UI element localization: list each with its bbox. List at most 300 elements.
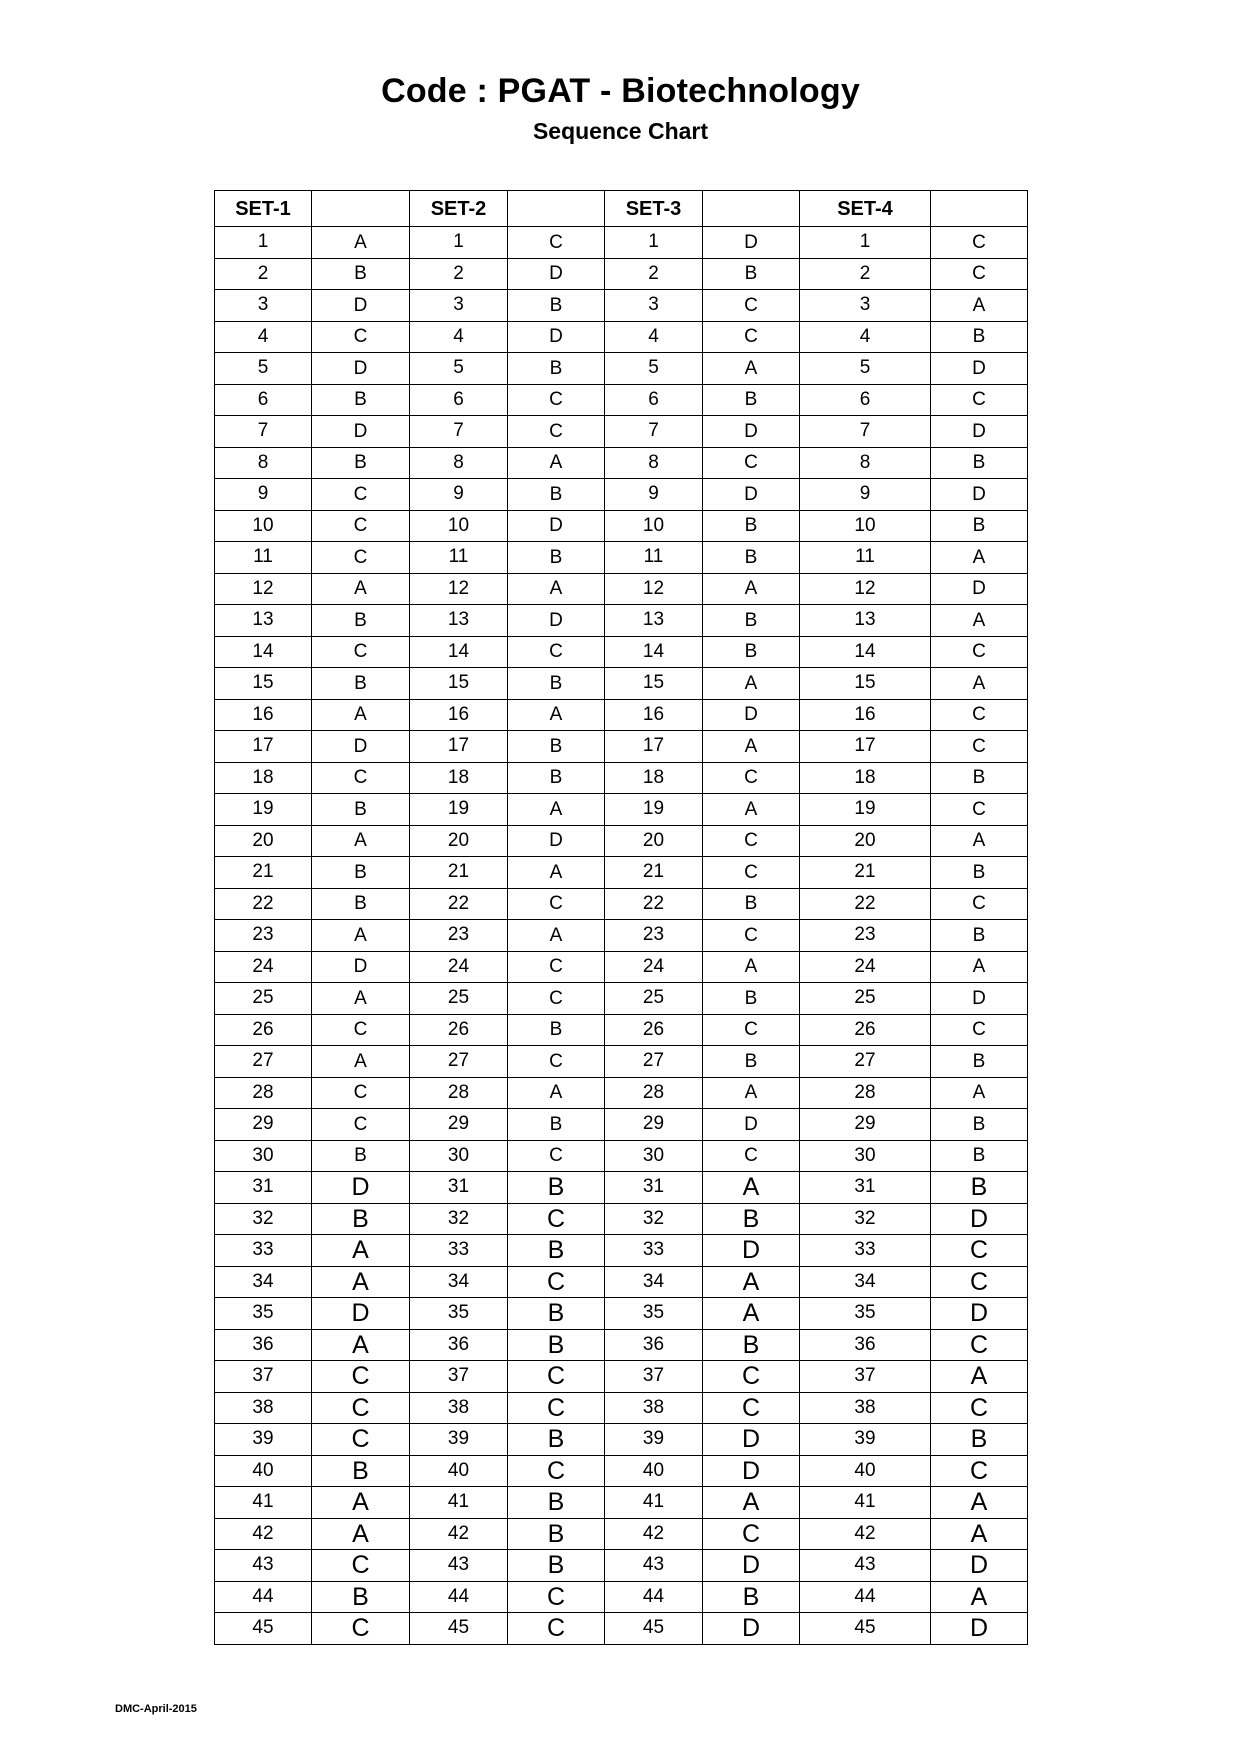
answer-cell: D: [931, 353, 1028, 385]
question-number-cell: 42: [605, 1518, 703, 1550]
answer-cell: A: [312, 573, 410, 605]
answer-cell: C: [508, 1266, 605, 1298]
answer-cell: B: [508, 1109, 605, 1141]
question-number-cell: 35: [410, 1298, 508, 1330]
answer-cell: C: [312, 510, 410, 542]
question-number-cell: 17: [605, 731, 703, 763]
question-number-cell: 32: [605, 1203, 703, 1235]
table-row: [215, 1203, 1028, 1235]
table-row: [215, 605, 1028, 637]
table-row: [215, 762, 1028, 794]
question-number-cell: 4: [800, 321, 931, 353]
question-number-cell: 17: [215, 731, 312, 763]
question-number-cell: 30: [605, 1140, 703, 1172]
question-number-cell: 15: [605, 668, 703, 700]
table-row: [215, 384, 1028, 416]
answer-cell: B: [703, 1046, 800, 1078]
table-row: [215, 1077, 1028, 1109]
question-number-cell: 29: [800, 1109, 931, 1141]
answer-cell: B: [703, 605, 800, 637]
question-number-cell: 4: [215, 321, 312, 353]
question-number-cell: 34: [800, 1266, 931, 1298]
answer-cell: B: [703, 510, 800, 542]
question-number-cell: 5: [215, 353, 312, 385]
question-number-cell: 6: [605, 384, 703, 416]
question-number-cell: 10: [215, 510, 312, 542]
question-number-cell: 39: [410, 1424, 508, 1456]
question-number-cell: 26: [605, 1014, 703, 1046]
question-number-cell: 20: [410, 825, 508, 857]
table-row: [215, 1046, 1028, 1078]
question-number-cell: 5: [800, 353, 931, 385]
question-number-cell: 29: [215, 1109, 312, 1141]
answer-cell: C: [703, 290, 800, 322]
question-number-cell: 31: [410, 1172, 508, 1204]
sequence-chart-table: [214, 190, 1028, 1645]
question-number-cell: 40: [215, 1455, 312, 1487]
header-set-1: SET-1: [215, 191, 312, 227]
answer-cell: C: [508, 416, 605, 448]
answer-cell: B: [508, 1298, 605, 1330]
answer-cell: B: [931, 1172, 1028, 1204]
question-number-cell: 37: [800, 1361, 931, 1393]
answer-cell: D: [312, 1172, 410, 1204]
answer-cell: A: [931, 668, 1028, 700]
question-number-cell: 19: [215, 794, 312, 826]
question-number-cell: 39: [215, 1424, 312, 1456]
answer-cell: B: [931, 1046, 1028, 1078]
answer-cell: B: [703, 636, 800, 668]
question-number-cell: 22: [215, 888, 312, 920]
question-number-cell: 43: [605, 1550, 703, 1582]
question-number-cell: 7: [410, 416, 508, 448]
question-number-cell: 38: [215, 1392, 312, 1424]
answer-cell: A: [703, 1077, 800, 1109]
answer-cell: B: [312, 447, 410, 479]
question-number-cell: 31: [800, 1172, 931, 1204]
answer-cell: C: [931, 888, 1028, 920]
question-number-cell: 17: [800, 731, 931, 763]
table-row: [215, 1550, 1028, 1582]
page-title: Code : PGAT - Biotechnology: [381, 72, 860, 110]
question-number-cell: 24: [410, 951, 508, 983]
header-set-3: SET-3: [605, 191, 703, 227]
question-number-cell: 15: [215, 668, 312, 700]
question-number-cell: 26: [410, 1014, 508, 1046]
answer-cell: B: [508, 731, 605, 763]
question-number-cell: 23: [410, 920, 508, 952]
question-number-cell: 32: [410, 1203, 508, 1235]
answer-cell: A: [703, 951, 800, 983]
question-number-cell: 20: [215, 825, 312, 857]
answer-cell: C: [508, 1613, 605, 1645]
question-number-cell: 40: [410, 1455, 508, 1487]
answer-cell: D: [703, 1109, 800, 1141]
table-row: [215, 951, 1028, 983]
answer-cell: C: [312, 1109, 410, 1141]
table-row: [215, 447, 1028, 479]
question-number-cell: 39: [605, 1424, 703, 1456]
answer-cell: A: [508, 920, 605, 952]
question-number-cell: 30: [800, 1140, 931, 1172]
question-number-cell: 2: [605, 258, 703, 290]
answer-cell: B: [508, 1424, 605, 1456]
answer-cell: C: [931, 1329, 1028, 1361]
question-number-cell: 27: [215, 1046, 312, 1078]
answer-cell: C: [312, 1392, 410, 1424]
question-number-cell: 16: [215, 699, 312, 731]
answer-cell: B: [703, 542, 800, 574]
question-number-cell: 7: [800, 416, 931, 448]
answer-cell: C: [508, 1581, 605, 1613]
table-row: [215, 668, 1028, 700]
table-row: [215, 857, 1028, 889]
table-row: [215, 1266, 1028, 1298]
question-number-cell: 40: [800, 1455, 931, 1487]
question-number-cell: 36: [215, 1329, 312, 1361]
question-number-cell: 21: [800, 857, 931, 889]
question-number-cell: 8: [605, 447, 703, 479]
table-row: [215, 1613, 1028, 1645]
question-number-cell: 20: [800, 825, 931, 857]
question-number-cell: 36: [800, 1329, 931, 1361]
question-number-cell: 32: [800, 1203, 931, 1235]
question-number-cell: 8: [800, 447, 931, 479]
question-number-cell: 28: [410, 1077, 508, 1109]
answer-cell: B: [312, 888, 410, 920]
answer-cell: C: [508, 1392, 605, 1424]
answer-cell: C: [312, 1014, 410, 1046]
question-number-cell: 45: [605, 1613, 703, 1645]
answer-cell: B: [508, 1172, 605, 1204]
answer-cell: A: [931, 1487, 1028, 1519]
table-row: [215, 1518, 1028, 1550]
answer-cell: C: [931, 699, 1028, 731]
answer-cell: C: [703, 1518, 800, 1550]
question-number-cell: 20: [605, 825, 703, 857]
answer-cell: B: [703, 983, 800, 1015]
table-row: [215, 1172, 1028, 1204]
question-number-cell: 24: [605, 951, 703, 983]
answer-cell: C: [931, 384, 1028, 416]
answer-cell: A: [312, 1329, 410, 1361]
answer-cell: C: [312, 762, 410, 794]
answer-cell: B: [931, 510, 1028, 542]
question-number-cell: 8: [215, 447, 312, 479]
answer-cell: C: [931, 1455, 1028, 1487]
answer-cell: C: [931, 794, 1028, 826]
table-row: [215, 825, 1028, 857]
answer-cell: B: [312, 258, 410, 290]
question-number-cell: 38: [605, 1392, 703, 1424]
answer-cell: D: [312, 731, 410, 763]
question-number-cell: 6: [215, 384, 312, 416]
question-number-cell: 18: [800, 762, 931, 794]
question-number-cell: 1: [215, 227, 312, 259]
answer-cell: C: [312, 636, 410, 668]
answer-cell: A: [312, 1518, 410, 1550]
question-number-cell: 25: [605, 983, 703, 1015]
answer-cell: D: [312, 951, 410, 983]
question-number-cell: 13: [800, 605, 931, 637]
table-row: [215, 258, 1028, 290]
answer-cell: C: [931, 227, 1028, 259]
question-number-cell: 26: [215, 1014, 312, 1046]
table-row: [215, 888, 1028, 920]
answer-cell: C: [508, 1455, 605, 1487]
answer-cell: C: [703, 321, 800, 353]
answer-cell: B: [703, 888, 800, 920]
question-number-cell: 2: [215, 258, 312, 290]
question-number-cell: 16: [800, 699, 931, 731]
question-number-cell: 1: [605, 227, 703, 259]
table-body: [215, 227, 1028, 1645]
answer-cell: D: [931, 573, 1028, 605]
question-number-cell: 45: [410, 1613, 508, 1645]
answer-cell: A: [312, 227, 410, 259]
table-row: [215, 1424, 1028, 1456]
question-number-cell: 31: [215, 1172, 312, 1204]
question-number-cell: 9: [215, 479, 312, 511]
table-row: [215, 920, 1028, 952]
answer-cell: C: [931, 636, 1028, 668]
answer-cell: B: [312, 384, 410, 416]
question-number-cell: 5: [605, 353, 703, 385]
answer-cell: A: [931, 951, 1028, 983]
answer-cell: D: [931, 1613, 1028, 1645]
header-set-3-answer: [703, 191, 800, 227]
question-number-cell: 9: [800, 479, 931, 511]
page-subtitle: Sequence Chart: [532, 118, 709, 144]
question-number-cell: 22: [410, 888, 508, 920]
question-number-cell: 42: [410, 1518, 508, 1550]
answer-cell: D: [931, 1550, 1028, 1582]
question-number-cell: 13: [605, 605, 703, 637]
answer-cell: D: [703, 479, 800, 511]
question-number-cell: 14: [215, 636, 312, 668]
answer-cell: D: [312, 1298, 410, 1330]
answer-cell: B: [703, 258, 800, 290]
answer-cell: B: [931, 762, 1028, 794]
answer-cell: A: [703, 573, 800, 605]
answer-cell: B: [312, 668, 410, 700]
question-number-cell: 32: [215, 1203, 312, 1235]
question-number-cell: 40: [605, 1455, 703, 1487]
answer-cell: C: [508, 636, 605, 668]
answer-cell: D: [931, 416, 1028, 448]
question-number-cell: 10: [800, 510, 931, 542]
answer-cell: B: [508, 1235, 605, 1267]
answer-cell: D: [703, 1550, 800, 1582]
question-number-cell: 25: [800, 983, 931, 1015]
question-number-cell: 18: [410, 762, 508, 794]
answer-cell: B: [703, 1581, 800, 1613]
question-number-cell: 41: [800, 1487, 931, 1519]
question-number-cell: 19: [410, 794, 508, 826]
table-row: [215, 1140, 1028, 1172]
table-row: [215, 636, 1028, 668]
answer-cell: C: [508, 1361, 605, 1393]
question-number-cell: 23: [215, 920, 312, 952]
question-number-cell: 31: [605, 1172, 703, 1204]
question-number-cell: 27: [800, 1046, 931, 1078]
question-number-cell: 23: [605, 920, 703, 952]
table-row: [215, 983, 1028, 1015]
answer-cell: B: [312, 1203, 410, 1235]
answer-cell: C: [508, 384, 605, 416]
answer-cell: C: [931, 1392, 1028, 1424]
answer-cell: A: [312, 699, 410, 731]
answer-cell: C: [703, 857, 800, 889]
question-number-cell: 12: [410, 573, 508, 605]
answer-cell: B: [703, 1329, 800, 1361]
answer-cell: A: [703, 353, 800, 385]
question-number-cell: 21: [410, 857, 508, 889]
question-number-cell: 35: [215, 1298, 312, 1330]
question-number-cell: 34: [605, 1266, 703, 1298]
table-row: [215, 1298, 1028, 1330]
answer-cell: A: [508, 794, 605, 826]
question-number-cell: 24: [215, 951, 312, 983]
table-row: [215, 1487, 1028, 1519]
answer-cell: A: [703, 1266, 800, 1298]
question-number-cell: 38: [410, 1392, 508, 1424]
question-number-cell: 33: [410, 1235, 508, 1267]
question-number-cell: 30: [410, 1140, 508, 1172]
answer-cell: A: [312, 825, 410, 857]
question-number-cell: 35: [605, 1298, 703, 1330]
answer-cell: B: [931, 321, 1028, 353]
question-number-cell: 15: [410, 668, 508, 700]
answer-cell: A: [703, 731, 800, 763]
answer-cell: B: [508, 668, 605, 700]
question-number-cell: 33: [800, 1235, 931, 1267]
answer-cell: C: [931, 258, 1028, 290]
answer-cell: B: [508, 1329, 605, 1361]
answer-cell: A: [931, 1077, 1028, 1109]
table-row: [215, 1455, 1028, 1487]
answer-cell: A: [703, 1172, 800, 1204]
answer-cell: D: [703, 1613, 800, 1645]
question-number-cell: 9: [605, 479, 703, 511]
answer-cell: B: [703, 384, 800, 416]
question-number-cell: 45: [800, 1613, 931, 1645]
answer-cell: D: [931, 1298, 1028, 1330]
answer-cell: A: [312, 1235, 410, 1267]
answer-cell: B: [312, 1581, 410, 1613]
table-row: [215, 416, 1028, 448]
question-number-cell: 3: [410, 290, 508, 322]
table-row: [215, 227, 1028, 259]
answer-cell: C: [703, 825, 800, 857]
table-row: [215, 1235, 1028, 1267]
answer-cell: B: [508, 1014, 605, 1046]
question-number-cell: 22: [800, 888, 931, 920]
answer-cell: B: [508, 1487, 605, 1519]
question-number-cell: 44: [215, 1581, 312, 1613]
answer-cell: C: [931, 731, 1028, 763]
question-number-cell: 41: [605, 1487, 703, 1519]
question-number-cell: 37: [215, 1361, 312, 1393]
question-number-cell: 16: [410, 699, 508, 731]
answer-cell: A: [508, 857, 605, 889]
answer-cell: A: [703, 794, 800, 826]
question-number-cell: 33: [215, 1235, 312, 1267]
answer-cell: C: [508, 1046, 605, 1078]
answer-cell: C: [508, 1203, 605, 1235]
answer-cell: A: [312, 1266, 410, 1298]
question-number-cell: 11: [800, 542, 931, 574]
answer-cell: C: [312, 1424, 410, 1456]
answer-cell: D: [312, 353, 410, 385]
table-row: [215, 290, 1028, 322]
answer-cell: C: [508, 1140, 605, 1172]
answer-cell: D: [703, 1424, 800, 1456]
question-number-cell: 25: [410, 983, 508, 1015]
table-row: [215, 1392, 1028, 1424]
answer-cell: D: [703, 1455, 800, 1487]
answer-cell: A: [703, 1298, 800, 1330]
answer-cell: C: [312, 1550, 410, 1582]
answer-cell: C: [703, 1361, 800, 1393]
answer-cell: B: [931, 447, 1028, 479]
answer-cell: B: [508, 353, 605, 385]
answer-cell: C: [931, 1266, 1028, 1298]
answer-cell: A: [312, 1046, 410, 1078]
table-row: [215, 1361, 1028, 1393]
answer-cell: B: [931, 1424, 1028, 1456]
question-number-cell: 12: [605, 573, 703, 605]
question-number-cell: 27: [410, 1046, 508, 1078]
question-number-cell: 30: [215, 1140, 312, 1172]
question-number-cell: 11: [605, 542, 703, 574]
answer-cell: B: [508, 1518, 605, 1550]
answer-cell: C: [508, 983, 605, 1015]
question-number-cell: 37: [605, 1361, 703, 1393]
header-set-4: SET-4: [800, 191, 931, 227]
table-row: [215, 1109, 1028, 1141]
question-number-cell: 6: [410, 384, 508, 416]
answer-cell: B: [931, 857, 1028, 889]
answer-cell: A: [931, 1361, 1028, 1393]
table-header-row: [215, 191, 1028, 227]
question-number-cell: 23: [800, 920, 931, 952]
table-row: [215, 510, 1028, 542]
question-number-cell: 18: [605, 762, 703, 794]
question-number-cell: 28: [215, 1077, 312, 1109]
table-row: [215, 1581, 1028, 1613]
question-number-cell: 39: [800, 1424, 931, 1456]
question-number-cell: 42: [800, 1518, 931, 1550]
question-number-cell: 42: [215, 1518, 312, 1550]
answer-cell: D: [312, 290, 410, 322]
question-number-cell: 12: [215, 573, 312, 605]
answer-cell: B: [312, 794, 410, 826]
answer-cell: C: [312, 1077, 410, 1109]
answer-cell: A: [703, 668, 800, 700]
answer-cell: A: [312, 983, 410, 1015]
question-number-cell: 27: [605, 1046, 703, 1078]
question-number-cell: 3: [800, 290, 931, 322]
answer-cell: B: [312, 857, 410, 889]
question-number-cell: 19: [800, 794, 931, 826]
answer-cell: A: [931, 1518, 1028, 1550]
header-set-2-answer: [508, 191, 605, 227]
header-set-4-answer: [931, 191, 1028, 227]
answer-cell: D: [703, 699, 800, 731]
table-row: [215, 731, 1028, 763]
answer-cell: C: [312, 1361, 410, 1393]
